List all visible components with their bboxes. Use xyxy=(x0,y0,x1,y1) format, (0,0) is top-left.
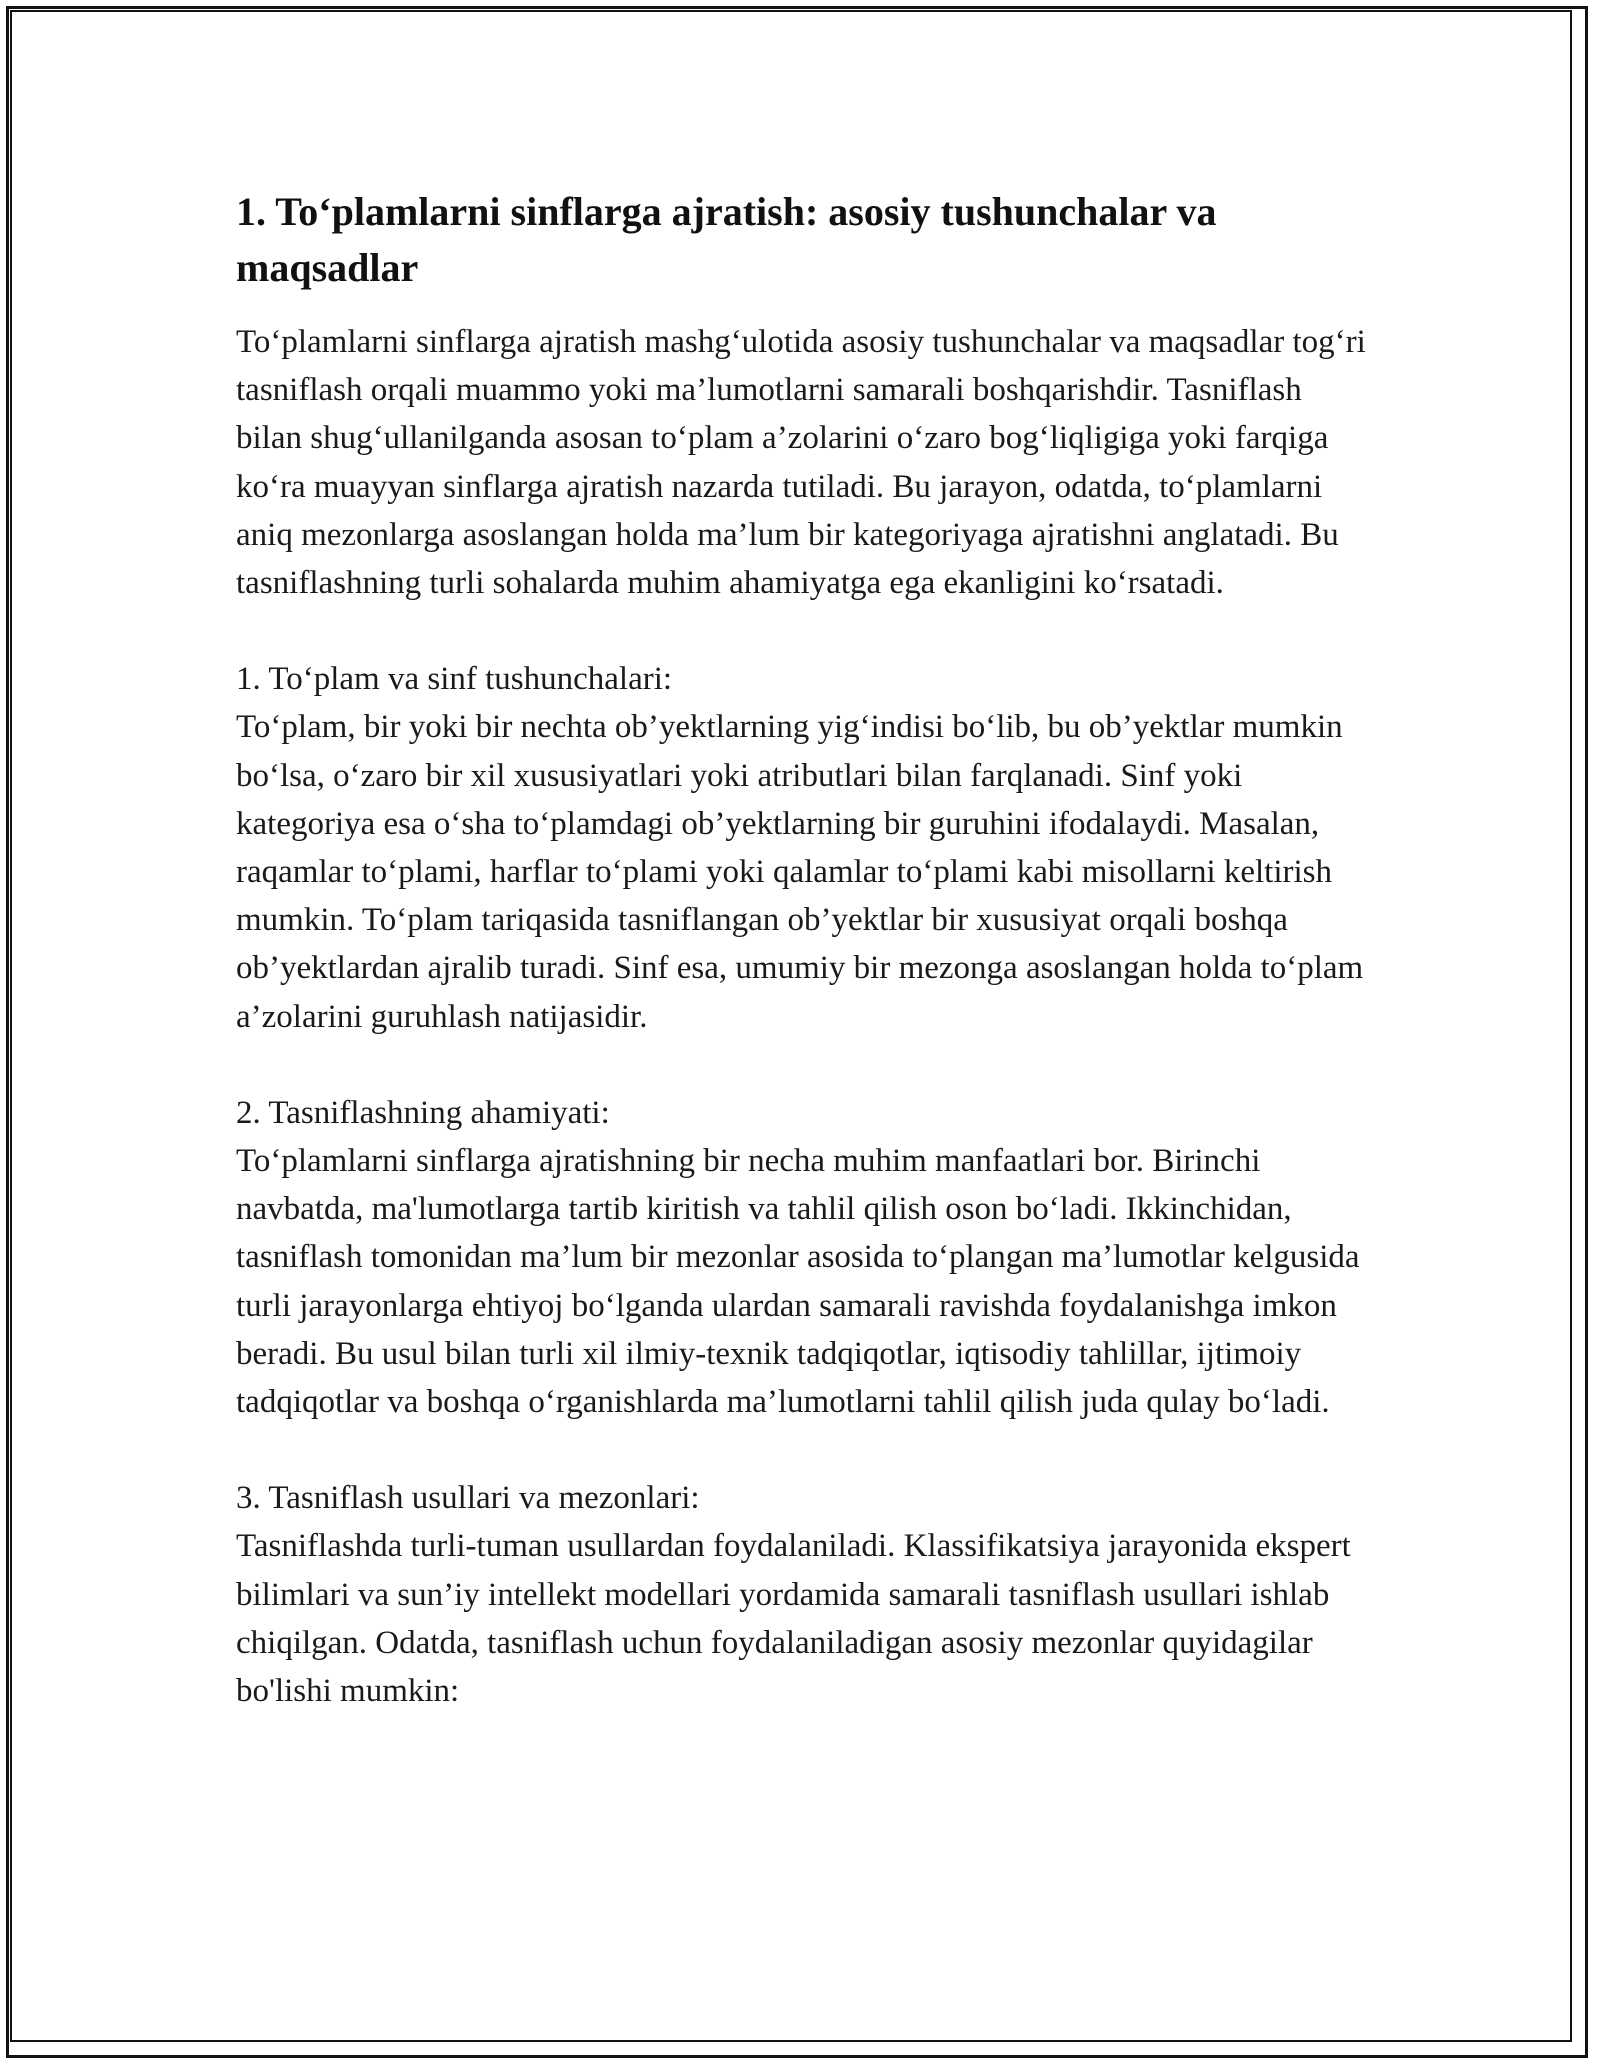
section-3-title: 3. Tasniflash usullari va mezonlari: xyxy=(236,1480,700,1517)
paragraph-gap xyxy=(236,1041,1372,1089)
section-1-body: To‘plam, bir yoki bir nechta ob’yektlarning yig‘indisi bo‘lib, bu ob’yektlar mumkin bo‘lsa, o‘zaro bir xil xususiyatlari yoki atributlari bilan farqlanadi. Sinf yoki kategoriya esa o‘sha to‘plamdagi ob’yektlarning bir guruhini ifodalaydi. Masalan, raqamlar to‘plami, harflar to‘plami yoki qalamlar to‘plami kabi misollarni keltirish mumkin. To‘plam tariqasida tasniflangan ob’yektlar bir xususiyat orqali boshqa ob’yektlardan ajralib turadi. Sinf esa, umumiy bir mezonga asoslangan holda to‘plam a’zolarini guruhlash natijasidir. xyxy=(236,709,1364,1035)
paragraph-gap xyxy=(236,1426,1372,1474)
section-3-body: Tasniflashda turli-tuman usullardan foydalaniladi. Klassifikatsiya jarayonida ekspert bilimlari va sun’iy intellekt modellari yordamida samarali tasniflash usullari ishlab chiqilgan. Odatda, tasniflash uchun foydalaniladigan asosiy mezonlar quyidagilar bo'lishi mumkin: xyxy=(236,1528,1351,1710)
paragraph-gap xyxy=(236,607,1372,655)
section-2-title: 2. Tasniflashning ahamiyati: xyxy=(236,1094,610,1131)
intro-paragraph: To‘plamlarni sinflarga ajratish mashg‘ulotida asosiy tushunchalar va maqsadlar tog‘ri tasniflash orqali muammo yoki ma’lumotlarni samarali boshqarishdir. Tasniflash bilan shug‘ullanilganda asosan to‘plam a’zolarini o‘zaro bog‘liqligiga yoki farqiga ko‘ra muayyan sinflarga ajratish nazarda tutiladi. Bu jarayon, odatda, to‘plamlarni aniq mezonlarga asoslangan holda ma’lum bir kategoriyaga ajratishni anglatadi. Bu tasniflashning turli sohalarda muhim ahamiyatga ega ekanligini ko‘rsatadi. xyxy=(236,324,1366,602)
section-heading: 1. To‘plamlarni sinflarga ajratish: asosiy tushunchalar va maqsadlar xyxy=(236,189,1217,290)
section-2-body: To‘plamlarni sinflarga ajratishning bir necha muhim manfaatlari bor. Birinchi navbatda, ma'lumotlarga tartib kiritish va tahlil qilish oson bo‘ladi. Ikkinchidan, tasniflash tomonidan ma’lum bir mezonlar asosida to‘plangan ma’lumotlar kelgusida turli jarayonlarga ehtiyoj bo‘lganda ulardan samarali ravishda foydalanishga imkon beradi. Bu usul bilan turli xil ilmiy-texnik tadqiqotlar, iqtisodiy tahlillar, ijtimoiy tadqiqotlar va boshqa o‘rganishlarda ma’lumotlarni tahlil qilish juda qulay bo‘ladi. xyxy=(236,1143,1360,1421)
document-body xyxy=(236,184,1372,1715)
section-1-title: 1. To‘plam va sinf tushunchalari: xyxy=(236,661,673,698)
